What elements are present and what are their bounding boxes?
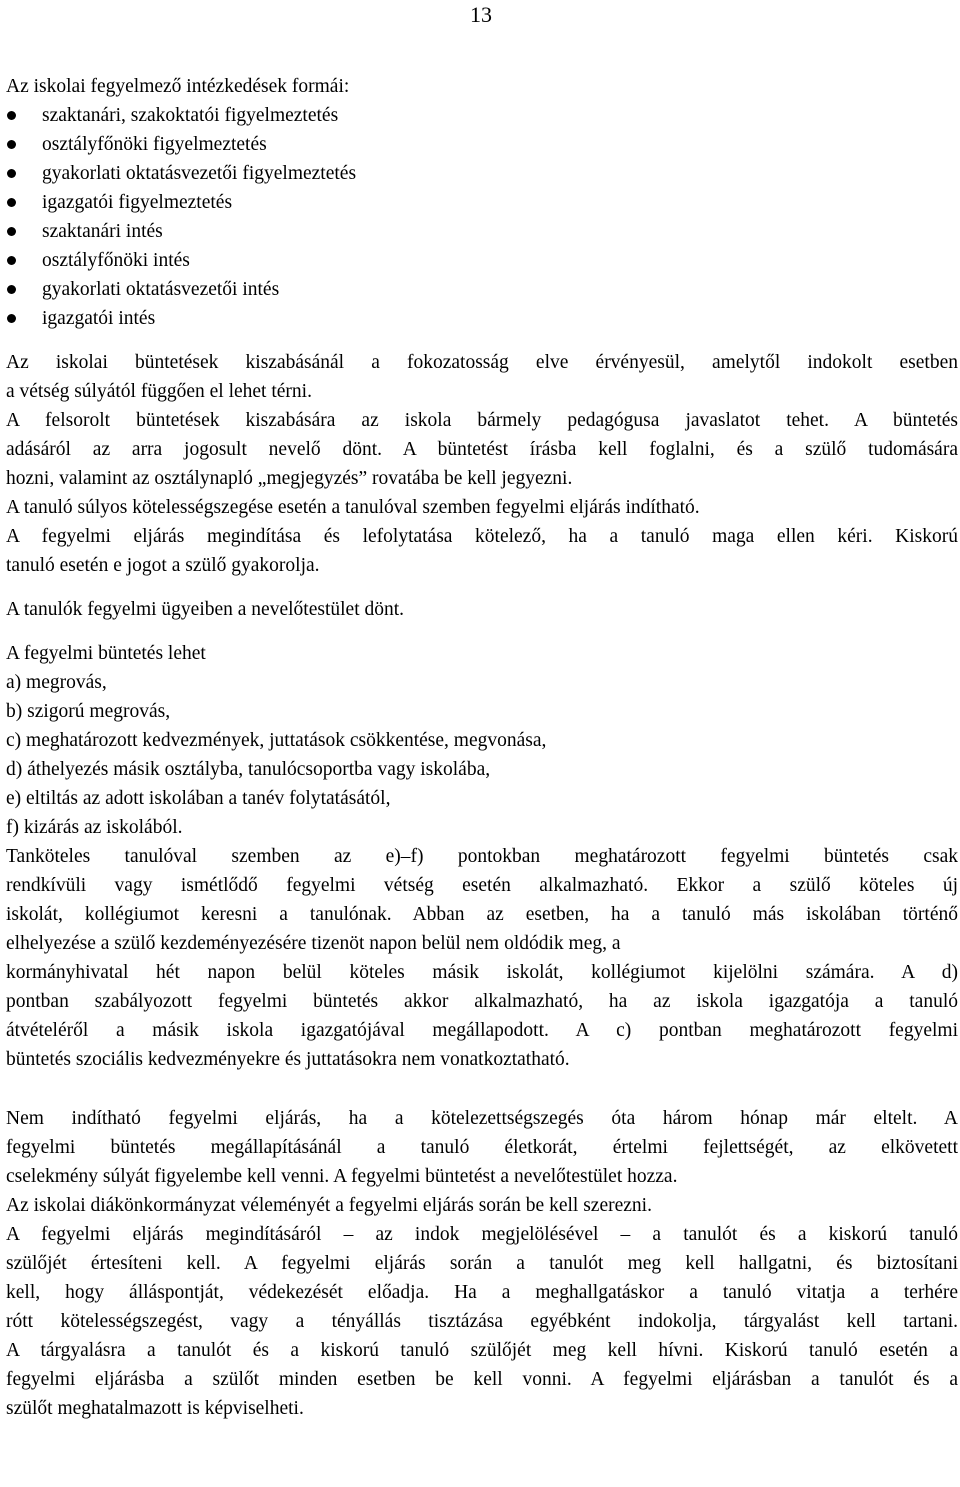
paragraph-disciplinary-penalties: [6, 639, 958, 1074]
list-item: igazgatói intés: [6, 304, 958, 333]
list-item: gyakorlati oktatásvezetői figyelmeztetés: [6, 159, 958, 188]
text-line: Tanköteles tanulóval szemben az e)–f) pontokban meghatározott fegyelmi büntetés csak: [6, 846, 958, 867]
text-line: hozni, valamint az osztálynapló „megjegyzés” rovatába be kell jegyezni.: [6, 468, 573, 489]
list-item: e) eltiltás az adott iskolában a tanév folytatásától,: [6, 788, 391, 809]
list-item: szaktanári intés: [6, 217, 958, 246]
text-line: A tárgyalásra a tanulót és a kiskorú tanuló szülőjét meg kell hívni. Kiskorú tanuló esetén a: [6, 1340, 958, 1361]
text-line: szülőjét értesíteni kell. A fegyelmi eljárás során a tanulót meg kell hallgatni, és biztosítani: [6, 1253, 958, 1274]
list-item: c) meghatározott kedvezmények, juttatások csökkentése, megvonása,: [6, 730, 547, 751]
text-line: Az iskolai büntetések kiszabásánál a fokozatosság elve érvényesül, amelytől indokolt esetben: [6, 352, 958, 373]
text-line: elhelyezése a szülő kezdeményezésére tizenöt napon belül nem oldódik meg, a: [6, 933, 621, 954]
text-line: adásáról az arra jogosult nevelő dönt. A büntetést írásba kell foglalni, és a szülő tudomására: [6, 439, 958, 460]
text-line: A tanuló súlyos kötelességszegése esetén a tanulóval szemben fegyelmi eljárás indítható.: [6, 497, 700, 518]
paragraph-decision: A tanulók fegyelmi ügyeiben a nevelőtestület dönt.: [6, 599, 405, 620]
list-item: f) kizárás az iskolából.: [6, 817, 183, 838]
paragraph-penalties: [6, 348, 958, 580]
text-line: A fegyelmi eljárás megindításáról – az indok megjelölésével – a tanulót és a kiskorú tanuló: [6, 1224, 958, 1245]
list-item: szaktanári, szakoktatói figyelmeztetés: [6, 101, 958, 130]
bullet-list: [6, 101, 958, 333]
page-number: 13: [470, 2, 492, 27]
text-line: fegyelmi büntetés megállapításánál a tanuló életkorát, értelmi fejlettségét, az elkövetett: [6, 1137, 958, 1158]
paragraph-procedure: [6, 1104, 958, 1423]
text-line: átvételéről a másik iskola igazgatójával megállapodott. A c) pontban meghatározott fegyelmi: [6, 1020, 958, 1041]
list-item: igazgatói figyelmeztetés: [6, 188, 958, 217]
text-line: rendkívüli vagy ismétlődő fegyelmi vétség esetén alkalmazható. Ekkor a szülő köteles új: [6, 875, 958, 896]
bullet-icon: [7, 111, 16, 120]
bullet-icon: [7, 227, 16, 236]
list-item: gyakorlati oktatásvezetői intés: [6, 275, 958, 304]
list-item: osztályfőnöki intés: [6, 246, 958, 275]
text-line: tanuló esetén e jogot a szülő gyakorolja.: [6, 555, 320, 576]
text-line: kell, hogy álláspontját, védekezését előadja. Ha a meghallgatáskor a tanuló vitatja a terhére: [6, 1282, 958, 1303]
list-item: a) megrovás,: [6, 672, 107, 693]
text-line: rótt kötelességszegést, vagy a tényállás tisztázása egyébként indokolja, tárgyalást kell tartani.: [6, 1311, 958, 1332]
text-line: A felsorolt büntetések kiszabására az iskola bármely pedagógusa javaslatot tehet. A büntetés: [6, 410, 958, 431]
text-line: A fegyelmi eljárás megindítása és lefolytatása kötelező, ha a tanuló maga ellen kéri. Kiskorú: [6, 526, 958, 547]
list-item: d) áthelyezés másik osztályba, tanulócsoportba vagy iskolába,: [6, 759, 491, 780]
bullet-icon: [7, 198, 16, 207]
section-heading: Az iskolai fegyelmező intézkedések formái:: [6, 76, 350, 97]
bullet-icon: [7, 169, 16, 178]
document-body: [6, 72, 958, 1423]
text-line: Nem indítható fegyelmi eljárás, ha a kötelezettségszegés óta három hónap már eltelt. A: [6, 1108, 958, 1129]
text-line: a vétség súlyától függően el lehet térni.: [6, 381, 312, 402]
text-line: fegyelmi eljárásba a szülőt minden esetben be kell vonni. A fegyelmi eljárásban a tanulót és a: [6, 1369, 958, 1390]
section-heading: A fegyelmi büntetés lehet: [6, 643, 206, 664]
bullet-icon: [7, 314, 16, 323]
bullet-icon: [7, 256, 16, 265]
text-line: Az iskolai diákönkormányzat véleményét a fegyelmi eljárás során be kell szerezni.: [6, 1195, 652, 1216]
text-line: pontban szabályozott fegyelmi büntetés akkor alkalmazható, ha az iskola igazgatója a tanuló: [6, 991, 958, 1012]
bullet-icon: [7, 285, 16, 294]
bullet-icon: [7, 140, 16, 149]
list-item: b) szigorú megrovás,: [6, 701, 171, 722]
text-line: cselekmény súlyát figyelembe kell venni. A fegyelmi büntetést a nevelőtestület hozza.: [6, 1166, 678, 1187]
list-item: osztályfőnöki figyelmeztetés: [6, 130, 958, 159]
text-line: büntetés szociális kedvezményekre és juttatásokra nem vonatkoztatható.: [6, 1049, 570, 1070]
text-line: kormányhivatal hét napon belül köteles másik iskolát, kollégiumot kijelölni számára. A d): [6, 962, 958, 983]
text-line: iskolát, kollégiumot keresni a tanulónak. Abban az esetben, ha a tanuló más iskolában történő: [6, 904, 958, 925]
text-line: szülőt meghatalmazott is képviselheti.: [6, 1398, 304, 1419]
